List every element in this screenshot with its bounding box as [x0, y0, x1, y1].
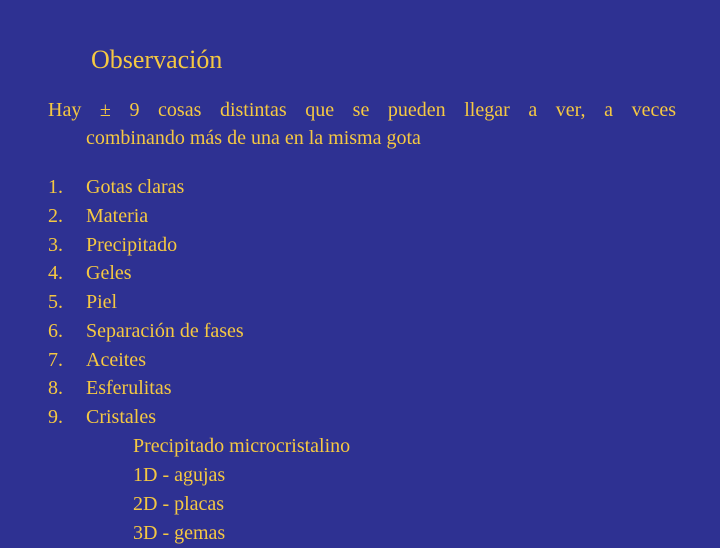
sublist-item: 3D - gemas: [133, 522, 226, 544]
list-item-number: 8.: [48, 377, 63, 400]
list-item: [48, 403, 244, 432]
list-item: [48, 317, 244, 346]
list-item-number: 2.: [48, 204, 63, 227]
list-item-number: 6.: [48, 319, 63, 342]
list-item-label: Materia: [86, 204, 149, 227]
list-item-label: Precipitado: [86, 233, 178, 256]
list-item-number: 9.: [48, 406, 63, 428]
list-item-number: 1.: [48, 176, 63, 198]
intro-line-2: combinando más de una en la misma gota: [86, 127, 421, 149]
list-item: [48, 259, 244, 288]
list-item-label: Geles: [86, 262, 132, 285]
list-item-number: 3.: [48, 233, 63, 256]
list-item-label: Separación de fases: [86, 319, 244, 342]
list-item-number: 5.: [48, 291, 63, 313]
list-item-number: 4.: [48, 262, 63, 285]
list-item: [48, 202, 244, 231]
list-item: [48, 346, 244, 375]
list-item: [48, 374, 244, 403]
list-item: [48, 173, 244, 202]
sublist-item: 1D - agujas: [133, 464, 226, 486]
intro-line-1: Hay ± 9 cosas distintas que se pueden llegar a ver, a veces: [48, 99, 676, 121]
list-item-number: 7.: [48, 348, 63, 371]
list-item: [48, 231, 244, 260]
list-item-label: Esferulitas: [86, 377, 172, 400]
list-item: [48, 288, 244, 317]
list-item-label: Aceites: [86, 348, 146, 371]
observation-list: [48, 173, 244, 432]
sublist-item: Precipitado microcristalino: [133, 435, 351, 457]
intro-paragraph: [48, 96, 676, 152]
crystal-sublist: [133, 432, 350, 548]
list-item-label: Piel: [86, 291, 118, 313]
sublist-item: 2D - placas: [133, 493, 225, 515]
slide-title: Observación: [91, 45, 223, 74]
list-item-label: Cristales: [86, 406, 156, 428]
list-item-label: Gotas claras: [86, 176, 185, 198]
